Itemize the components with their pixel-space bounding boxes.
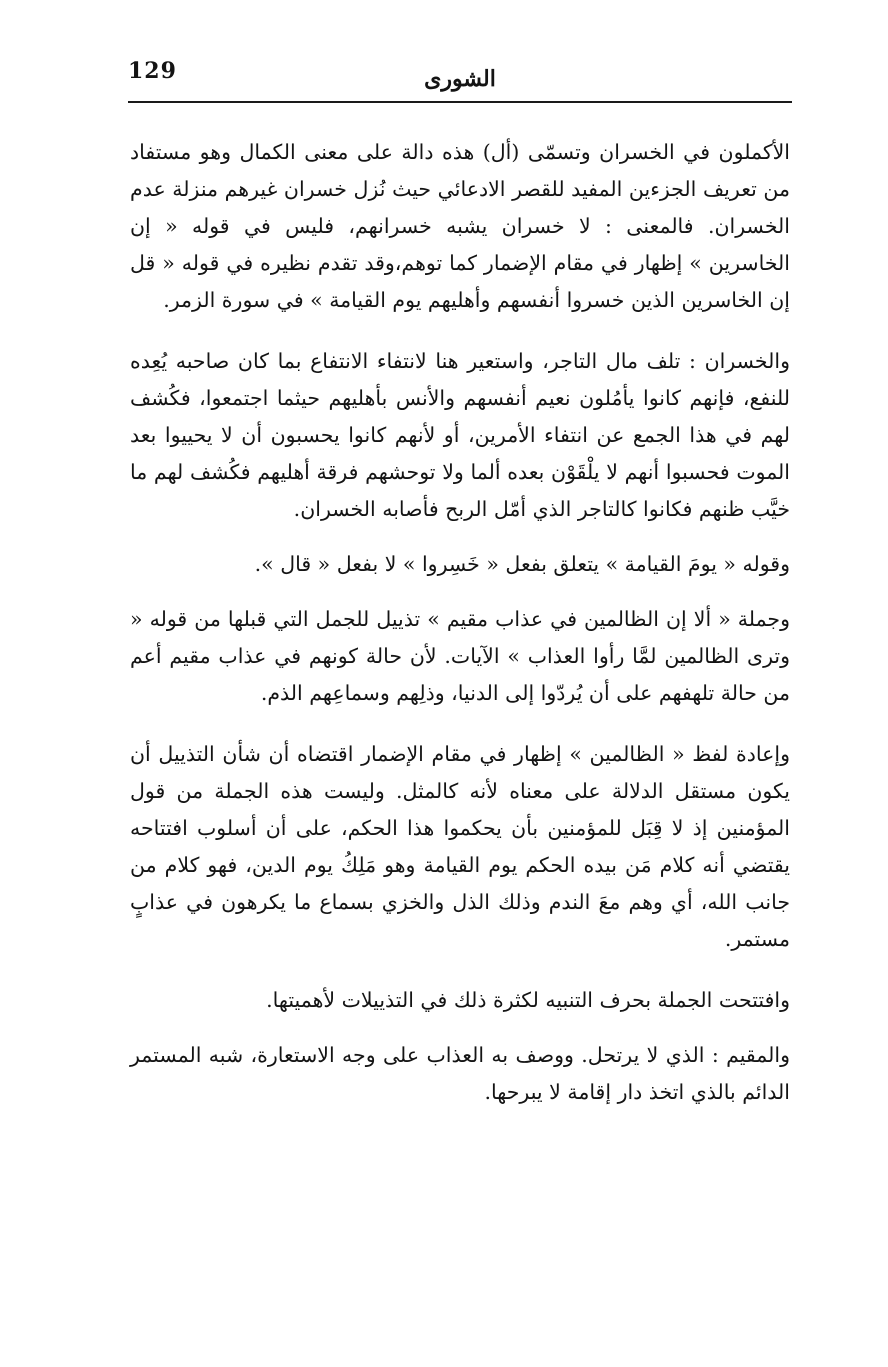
paragraph-1: الأكملون في الخسران وتسمّى (أل) هذه دالة على معنى الكمال وهو مستفاد من تعريف الجزءين المفيد للقصر الادعائي حيث نُزل خسران غيرهم منزلة عدم الخسران. فالمعنى : لا خسران يشبه خسرانهم، فليس في قوله « إن الخاسرين » إظهار في مقام الإضمار كما توهم،وقد تقدم نظيره في قوله « قل إن الخاسرين الذين خسروا أنفسهم وأهليهم يوم القيامة » في سورة الزمر. bbox=[130, 140, 790, 312]
paragraph-7: والمقيم : الذي لا يرتحل. ووصف به العذاب على وجه الاستعارة، شبه المستمر الدائم بالذي اتخذ دار إقامة لا يبرحها. bbox=[130, 1043, 790, 1104]
body-text bbox=[130, 134, 790, 1111]
paragraph-3: وقوله « يومَ القيامة » يتعلق بفعل « خَسِروا » لا بفعل « قال ». bbox=[254, 552, 790, 576]
page-number: 129 bbox=[128, 58, 177, 84]
paragraph-5: وإعادة لفظ « الظالمين » إظهار في مقام الإضمار اقتضاه أن شأن التذييل أن يكون مستقل الدلالة على معناه لأنه كالمثل. وليست هذه الجملة من قول المؤمنين إذ لا قِبَل للمؤمنين بأن يحكموا هذا الحكم، على أن أسلوب افتتاحه يقتضي أنه كلام مَن بيده الحكم يوم القيامة وهو مَلِكُ يوم الدين، فهو كلام من جانب الله، أي وهم معَ الندم وذلك الذل والخزي بسماع ما يكرهون في عذابٍ مستمر. bbox=[130, 742, 790, 951]
running-title: الشورى bbox=[424, 66, 496, 92]
header-divider bbox=[128, 101, 792, 103]
paragraph-6: وافتتحت الجملة بحرف التنبيه لكثرة ذلك في التذييلات لأهميتها. bbox=[266, 988, 790, 1012]
page-header bbox=[128, 52, 792, 102]
paragraph-4: وجملة « ألا إن الظالمين في عذاب مقيم » تذييل للجمل التي قبلها من قوله « وترى الظالمين لمَّا رأوا العذاب » الآيات. لأن حالة كونهم في عذاب مقيم أعم من حالة تلهفهم على أن يُردّوا إلى الدنيا، وذلِهم وسماعِهم الذم. bbox=[130, 607, 790, 705]
paragraph-2: والخسران : تلف مال التاجر، واستعير هنا لانتفاء الانتفاع بما كان صاحبه يُعِده للنفع، فإنهم كانوا يأمُلون نعيم أنفسهم والأنس بأهليهم حيثما اجتمعوا، فكُشف لهم في هذا الجمع عن انتفاء الأمرين، أو لأنهم كانوا يحسبون أن لا يحييوا بعد الموت فحسبوا أنهم لا يلْقَوْن بعده ألما ولا توحشهم فرقة أهليهم فكُشف لهم ما خيَّب ظنهم فكانوا كالتاجر الذي أمّل الربح فأصابه الخسران. bbox=[130, 349, 790, 521]
